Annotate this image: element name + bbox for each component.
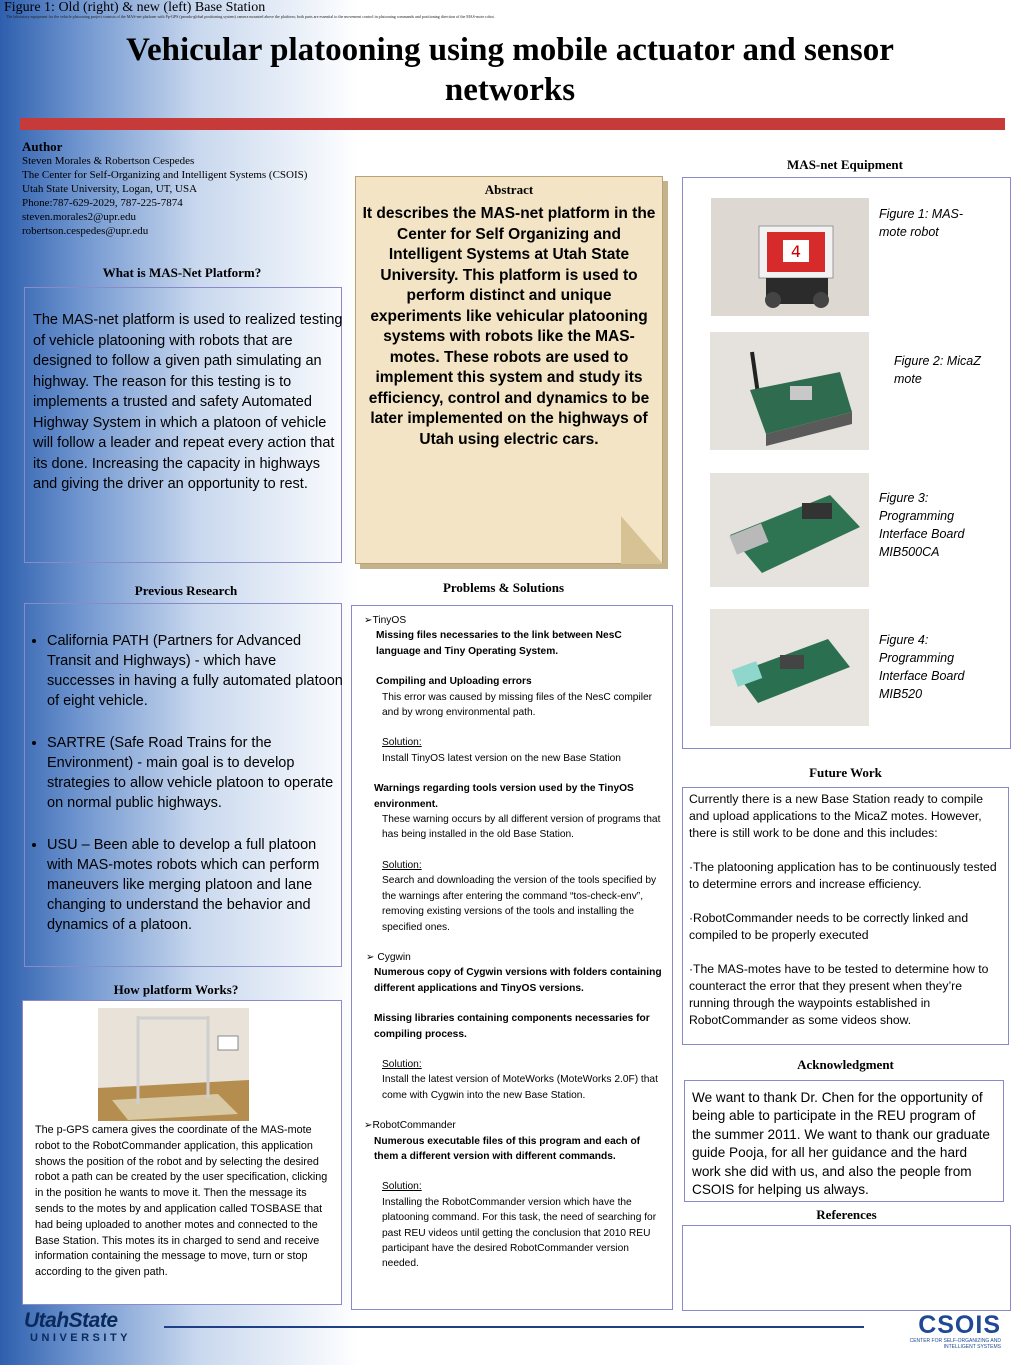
mas-mote-robot-photo	[711, 198, 869, 316]
cygwin-label: ➢ Cygwin	[366, 951, 411, 963]
author-affiliation: The Center for Self-Organizing and Intelligent Systems (CSOIS)	[22, 169, 308, 181]
author-email-2: robertson.cespedes@upr.edu	[22, 225, 149, 237]
author-phone: Phone:787-629-2029, 787-225-7874	[22, 197, 183, 209]
what-is-text: The MAS-net platform is used to realized testing of vehicle platooning with robots that are designed to follow a given path simulating an highway. The reason for this testing is to implements a trusted and safety Automated Highway System in which a platoon of vehicle will follow a leader and repeat every action that its done. Increasing the capacity in highways and giving the driver an opportunity to rest.	[33, 312, 343, 492]
poster-title: Vehicular platooning using mobile actuator and sensor networks	[126, 32, 894, 108]
cygwin-problem-1: Numerous copy of Cygwin versions with folders containing different applications and TinyOS versions.	[374, 967, 662, 994]
figure-2-caption: Figure 2: MicaZ mote	[894, 354, 981, 386]
future-work-heading: Future Work	[809, 765, 882, 780]
what-is-panel	[24, 287, 342, 563]
cygwin-problem-2: Missing libraries containing components necessaries for compiling process.	[374, 1013, 650, 1040]
robotcommander-problem: Numerous executable files of this program and each of them a different version with different commands.	[374, 1135, 641, 1162]
figure-3-caption: Figure 3: Programming Interface Board MIB500CA	[879, 491, 965, 559]
abstract-heading: Abstract	[484, 182, 534, 197]
figure-4-caption: Figure 4: Programming Interface Board MIB520	[879, 633, 965, 701]
author-heading: Author	[22, 139, 63, 154]
tinyos-problem-3-text: These warning occurs by all different version of programs that has being installed in the old Base Station.	[382, 814, 661, 841]
future-item-3: ·The MAS-motes have to be tested to determine how to counteract the error that they present when they’re running through the waypoints established in RobotCommander as some videos show.	[689, 962, 989, 1027]
usu-logo	[24, 1310, 152, 1346]
platform-photo	[98, 1008, 249, 1121]
solution-label-1: Solution:	[382, 737, 422, 749]
references-heading: References	[816, 1207, 877, 1222]
ack-text: We want to thank Dr. Chen for the opportunity of being able to participate in the REU program of the summer 2011. We want to thank our graduate guide Pooja, for all her guidance and the hard work she did with us, and also the people from CSOIS for helping us always.	[692, 1090, 990, 1198]
tinyos-problem-1: Missing files necessaries to the link between NesC language and Tiny Operating System.	[376, 630, 622, 657]
problems-panel	[351, 605, 673, 1310]
page-curl	[621, 516, 663, 564]
usu-logo-university: UNIVERSITY	[30, 1332, 132, 1344]
future-intro: Currently there is a new Base Station ready to compile and upload applications to the MicaZ motes. However, there is still work to be done and this includes:	[689, 792, 983, 840]
tinyos-label: ➢TinyOS	[364, 615, 407, 626]
problems-heading: Problems & Solutions	[442, 580, 565, 595]
tinyos-solution-3: Search and downloading the version of the tools specified by the warnings after entering the command “tos-check-env”, removing existing versions of the tools and installing the specified ones.	[382, 875, 657, 933]
solution-label-3: Solution:	[382, 1058, 422, 1070]
tinyos-solution-2: Install TinyOS latest version on the new Base Station	[382, 752, 621, 764]
how-text: The p-GPS camera gives the coordinate of the MAS-mote robot to the RobotCommander application, this application shows the position of the robot and by selecting the desired robot a path can be created by the user specification, clicking in the position he wants to move it. Then the message its sends to the motes by and application called TOSBASE that had being uploaded to another motes and connected to the Base Station. This motes its in charged to send and receive information containing the message to move, turn or stop according to the given path.	[35, 1124, 328, 1279]
solution-label-4: Solution:	[382, 1181, 422, 1193]
top-caption: Figure 1: Old (right) & new (left) Base Station	[4, 0, 266, 15]
tinyos-problem-2-text: This error was caused by missing files of the NesC compiler and by wrong environmental path.	[382, 691, 653, 719]
previous-research-heading: Previous Research	[134, 583, 238, 598]
robotcommander-solution: Installing the RobotCommander version which have the platooning command. For this task, the need of searching for past REU videos until getting the conclusion that 2010 REU participant have the desired RobotCommander version needed.	[382, 1196, 657, 1270]
references-panel	[682, 1225, 1011, 1311]
robotcommander-label: ➢RobotCommander	[364, 1120, 456, 1132]
mib500ca-board-photo	[710, 473, 869, 587]
figure-1-caption: Figure 1: MAS-mote robot	[879, 207, 964, 239]
author-names: Steven Morales & Robertson Cespedes	[22, 155, 195, 167]
ack-heading: Acknowledgment	[797, 1057, 894, 1072]
ack-panel	[684, 1080, 1004, 1202]
previous-research-panel	[24, 603, 342, 967]
research-item-sartre: • SARTRE (Safe Road Trains for the Environment) - main goal is to develop strategies to allow vehicle platoon to operate on normal public highways.	[47, 733, 345, 813]
cygwin-solution: Install the latest version of MoteWorks (MoteWorks 2.0F) that come with Cygwin into the new Base Station.	[382, 1074, 658, 1101]
future-item-2: ·RobotCommander needs to be correctly linked and compiled to be properly executed	[689, 911, 969, 942]
solution-label-2: Solution:	[382, 859, 422, 871]
equipment-panel	[682, 177, 1011, 749]
tinyos-problem-2-title: Compiling and Uploading errors	[376, 676, 532, 688]
how-heading: How platform Works?	[113, 982, 239, 997]
csois-logo	[883, 1312, 1001, 1352]
author-email-1: steven.morales2@upr.edu	[22, 211, 136, 223]
usu-logo-name: UtahState	[24, 1309, 118, 1332]
title-divider-bar	[20, 118, 1005, 130]
tiny-caption: The laboratory equipment for the vehicle platooning project consists of the MAS-net platform with Pp-GPS (pseudo-global positioning system) camera mounted above the platform; both parts are essential to the movement control in platooning commands and positioning direction of the MAS-mote robot.	[6, 14, 495, 19]
tinyos-problem-3-title: Warnings regarding tools version used by the TinyOS environment.	[374, 783, 634, 810]
csois-logo-name: CSOIS	[918, 1311, 1001, 1339]
author-university: Utah State University, Logan, UT, USA	[22, 183, 198, 195]
how-panel	[22, 1000, 342, 1305]
mib520-board-photo	[710, 609, 869, 726]
micaz-mote-photo	[710, 332, 869, 450]
future-item-1: ·The platooning application has to be continuously tested to determine errors and increase efficiency.	[689, 860, 997, 891]
previous-research-list	[25, 631, 345, 935]
svg-text:4: 4	[790, 242, 802, 261]
csois-logo-subtitle: CENTER FOR SELF-ORGANIZING AND INTELLIGENT SYSTEMS	[909, 1338, 1001, 1350]
research-item-usu: • USU – Been able to develop a full platoon with MAS-motes robots which can perform maneuvers like merging platoon and lane changing to understand the behavior and dynamics of a platoon.	[47, 835, 345, 935]
research-item-path: • California PATH (Partners for Advanced Transit and Highways) - which have successes in having a fully automated platoon of eight vehicle.	[47, 631, 345, 711]
author-block	[22, 140, 322, 238]
abstract-panel	[355, 176, 663, 564]
abstract-text: It describes the MAS-net platform in the Center for Self Organizing and Intelligent Systems at Utah State University. This platform is used to perform distinct and unique experiments like vehicular platooning systems with robots like the MAS-motes. These robots are used to implement this system and study its efficiency, control and dynamics to be later implemented on the highways of Utah using electric cars.	[362, 205, 656, 448]
what-is-heading: What is MAS-Net Platform?	[102, 265, 262, 280]
equipment-heading: MAS-net Equipment	[787, 157, 903, 172]
footer-line	[164, 1326, 864, 1328]
future-work-panel	[682, 787, 1009, 1045]
